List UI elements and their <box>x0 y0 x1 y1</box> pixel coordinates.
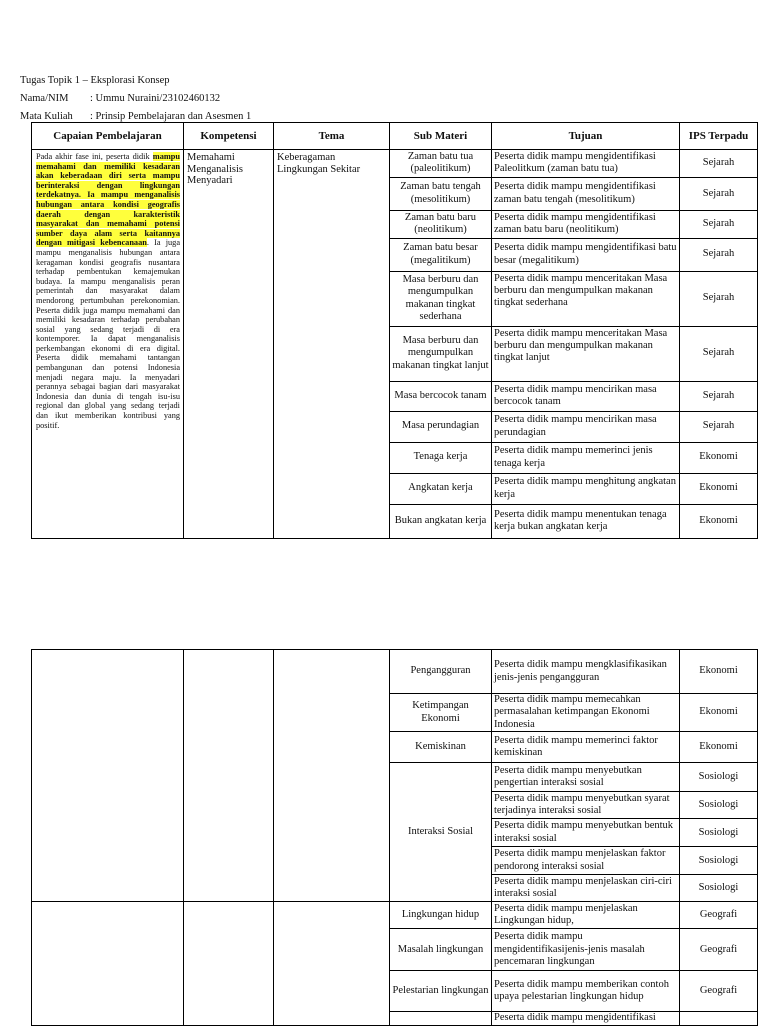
nama-label: Nama/NIM <box>20 93 69 104</box>
header-capaian: Capaian Pembelajaran <box>32 123 184 150</box>
tujuan-cell: Peserta didik mampu mengidentifikasi zaman batu baru (neolitikum) <box>492 210 680 238</box>
student-row <box>20 90 251 108</box>
ips-cell: Ekonomi <box>680 694 758 732</box>
sub-materi-cell: Ketimpangan Ekonomi <box>390 694 492 732</box>
ips-cell: Ekonomi <box>680 504 758 538</box>
tujuan-cell: Peserta didik mampu mengklasifikasikan jenis-jenis pengangguran <box>492 650 680 694</box>
sub-materi-cell: Masalah lingkungan <box>390 929 492 971</box>
tujuan-cell: Peserta didik mampu memerinci jenis tenaga kerja <box>492 442 680 473</box>
sub-materi-cell: Zaman batu besar (megalitikum) <box>390 238 492 271</box>
header-sub-materi: Sub Materi <box>390 123 492 150</box>
ips-cell: Ekonomi <box>680 442 758 473</box>
tujuan-cell: Peserta didik mampu menyebutkan syarat terjadinya interaksi sosial <box>492 792 680 819</box>
document-header <box>20 72 251 126</box>
ips-cell: Sejarah <box>680 411 758 442</box>
sub-materi-cell: Pengangguran <box>390 650 492 694</box>
header-kompetensi: Kompetensi <box>184 123 274 150</box>
sub-materi-cell: Zaman batu tua (paleolitikum) <box>390 150 492 178</box>
capaian-cell <box>32 150 184 539</box>
kompetensi-cell-empty <box>184 902 274 1026</box>
assignment-title: Tugas Topik 1 – Eksplorasi Konsep <box>20 75 170 86</box>
header-tujuan: Tujuan <box>492 123 680 150</box>
capaian-highlight: mampu memahami dan memiliki kesadaran akan keberadaan diri serta mampu berinteraksi dengan lingkungan terdekatnya. Ia mampu menganalisis hubungan antara kondisi geografis daerah dengan karakteristik masyarakat dan memahami potensi sumber daya alam serta kaitannya dengan mitigasi kebencanaan <box>36 152 180 248</box>
kompetensi-cell-empty <box>184 650 274 902</box>
tujuan-cell: Peserta didik mampu menjelaskan faktor pendorong interaksi sosial <box>492 847 680 875</box>
sub-materi-cell: Lingkungan hidup <box>390 902 492 929</box>
ips-cell: Sosiologi <box>680 819 758 847</box>
tema-cell-empty <box>274 650 390 902</box>
ips-cell: Sosiologi <box>680 763 758 792</box>
tujuan-cell: Peserta didik mampu mencirikan masa perundagian <box>492 411 680 442</box>
sub-materi-cell: Masa berburu dan mengumpulkan makanan tingkat lanjut <box>390 326 492 381</box>
tujuan-cell: Peserta didik mampu menghitung angkatan kerja <box>492 473 680 504</box>
tujuan-cell: Peserta didik mampu menceritakan Masa berburu dan mengumpulkan makanan tingkat sederhana <box>492 271 680 326</box>
kompetensi-cell: Memahami Menganalisis Menyadari <box>184 150 274 539</box>
ips-cell: Sejarah <box>680 271 758 326</box>
sub-materi-cell: Angkatan kerja <box>390 473 492 504</box>
header-tema: Tema <box>274 123 390 150</box>
table-header-row <box>32 123 758 150</box>
table-row <box>32 650 758 694</box>
ips-cell: Ekonomi <box>680 732 758 763</box>
sub-materi-cell: Masa perundagian <box>390 411 492 442</box>
capaian-cell-empty <box>32 902 184 1026</box>
course-value: : Prinsip Pembelajaran dan Asesmen 1 <box>90 111 252 122</box>
tujuan-cell: Peserta didik mampu mengidentifikasijenis-jenis masalah pencemaran lingkungan <box>492 929 680 971</box>
sub-materi-cell: Masa bercocok tanam <box>390 381 492 411</box>
tujuan-cell: Peserta didik mampu menyebutkan pengertian interaksi sosial <box>492 763 680 792</box>
sub-materi-cell: Masa berburu dan mengumpulkan makanan tingkat sederhana <box>390 271 492 326</box>
course-label: Mata Kuliah <box>20 111 73 122</box>
sub-materi-cell: Tenaga kerja <box>390 442 492 473</box>
table-page-2 <box>31 649 758 1026</box>
tujuan-cell: Peserta didik mampu memberikan contoh upaya pelestarian lingkungan hidup <box>492 971 680 1012</box>
ips-cell: Sejarah <box>680 150 758 178</box>
tujuan-cell: Peserta didik mampu menceritakan Masa berburu dan mengumpulkan makanan tingkat lanjut <box>492 326 680 381</box>
sub-materi-cell: Kemiskinan <box>390 732 492 763</box>
ips-cell: Geografi <box>680 902 758 929</box>
tujuan-cell: Peserta didik mampu mengidentifikasi Paleolitkum (zaman batu tua) <box>492 150 680 178</box>
tujuan-cell: Peserta didik mampu menyebutkan bentuk interaksi sosial <box>492 819 680 847</box>
ips-cell: Sejarah <box>680 326 758 381</box>
table-row <box>32 150 758 178</box>
ips-cell: Geografi <box>680 971 758 1012</box>
table-row <box>32 902 758 929</box>
sub-materi-cell: Pelestarian lingkungan <box>390 971 492 1012</box>
tujuan-cell: Peserta didik mampu mengidentifikasi <box>492 1012 680 1026</box>
tujuan-cell: Peserta didik mampu mengidentifikasi batu besar (megalitikum) <box>492 238 680 271</box>
ips-cell: Sejarah <box>680 381 758 411</box>
tujuan-cell: Peserta didik mampu menjelaskan ciri-ciri interaksi sosial <box>492 875 680 902</box>
ips-cell: Sosiologi <box>680 847 758 875</box>
tujuan-cell: Peserta didik mampu menentukan tenaga kerja bukan angkatan kerja <box>492 504 680 538</box>
nama-value: : Ummu Nuraini/23102460132 <box>90 93 221 104</box>
tema-cell-empty <box>274 902 390 1026</box>
capaian-rest: . Ia juga mampu menganalisis hubungan antara keragaman kondisi geografis nusantara terhadap pembentukan kemajemukan budaya. Ia mampu menganalisis peran pemerintah dan masyarakat dalam mendorong pertumbuhan perekonomian. Peserta didik juga mampu memahami dan memiliki kesadaran terhadap perubahan sosial yang sedang terjadi di era kontemporer. Ia dapat menganalisis perkembangan ekonomi di era digital. Peserta didik memahami tantangan pembangunan dan potensi Indonesia menjadi negara maju. Ia menyadari perannya sebagai bagian dari masyarakat Indonesia dan dunia di tengah isu-isu regional dan global yang sedang terjadi dan ikut memberikan kontribusi yang positif. <box>36 238 181 430</box>
header-ips-terpadu: IPS Terpadu <box>680 123 758 150</box>
tujuan-cell: Peserta didik mampu memecahkan permasalahan ketimpangan Ekonomi Indonesia <box>492 694 680 732</box>
tujuan-cell: Peserta didik mampu memerinci faktor kemiskinan <box>492 732 680 763</box>
ips-cell: Sosiologi <box>680 792 758 819</box>
sub-materi-interaksi-sosial: Interaksi Sosial <box>390 763 492 902</box>
ips-cell: Sejarah <box>680 210 758 238</box>
ips-cell: Sejarah <box>680 177 758 210</box>
tujuan-cell: Peserta didik mampu mencirikan masa bercocok tanam <box>492 381 680 411</box>
sub-materi-cell: Zaman batu tengah (mesolitikum) <box>390 177 492 210</box>
ips-cell: Sosiologi <box>680 875 758 902</box>
ips-cell: Sejarah <box>680 238 758 271</box>
tema-cell: Keberagaman Lingkungan Sekitar <box>274 150 390 539</box>
sub-materi-cell: Zaman batu baru (neolitikum) <box>390 210 492 238</box>
sub-materi-cell: Bukan angkatan kerja <box>390 504 492 538</box>
tujuan-cell: Peserta didik mampu menjelaskan Lingkungan hidup, <box>492 902 680 929</box>
tujuan-cell: Peserta didik mampu mengidentifikasi zaman batu tengah (mesolitikum) <box>492 177 680 210</box>
ips-cell: Geografi <box>680 929 758 971</box>
capaian-intro: Pada akhir fase ini, peserta didik <box>36 152 150 161</box>
ips-cell: Ekonomi <box>680 473 758 504</box>
table-page-1 <box>31 122 758 539</box>
ips-cell: Ekonomi <box>680 650 758 694</box>
capaian-cell-empty <box>32 650 184 902</box>
